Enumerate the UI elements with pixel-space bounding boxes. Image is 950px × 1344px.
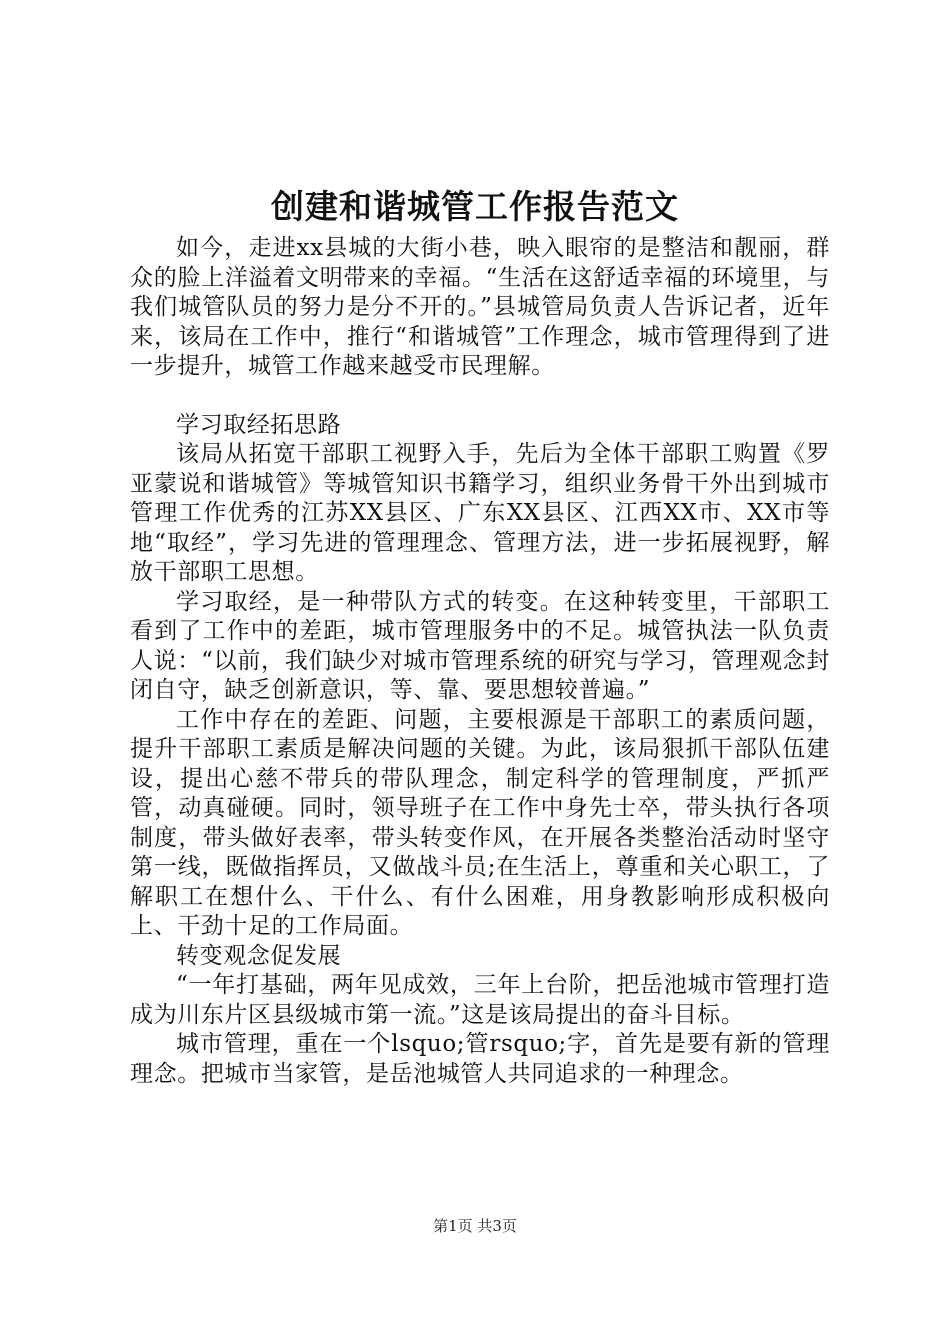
paragraph: 城市管理，重在一个lsquo;管rsquo;字，首先是要有新的管理理念。把城市当家管，是岳池城管人共同追求的一种理念。 (130, 1031, 830, 1087)
paragraph: “一年打基础，两年见成效，三年上台阶，把岳池城市管理打造成为川东片区县级城市第一流。”这是该局提出的奋斗目标。 (130, 972, 830, 1028)
document-title: 创建和谐城管工作报告范文 (271, 187, 679, 226)
document-body (130, 234, 830, 1089)
section-heading-learning: 学习取经拓思路 (176, 411, 342, 438)
paragraph: 该局从拓宽干部职工视野入手，先后为全体干部职工购置《罗亚蒙说和谐城管》等城管知识书籍学习，组织业务骨干外出到城市管理工作优秀的江苏XX县区、广东XX县区、江西XX市、XX市等地“取经”，学习先进的管理理念、管理方法，进一步拓展视野，解放干部职工思想。 (130, 441, 830, 585)
paragraph: 工作中存在的差距、问题，主要根源是干部职工的素质问题，提升干部职工素质是解决问题的关键。为此，该局狠抓干部队伍建设，提出心慈不带兵的带队理念，制定科学的管理制度，严抓严管，动真碰硬。同时，领导班子在工作中身先士卒，带头执行各项制度，带头做好表率，带头转变作风，在开展各类整治活动时坚守第一线，既做指挥员，又做战斗员;在生活上，尊重和关心职工，了解职工在想什么、干什么、有什么困难，用身教影响形成积极向上、干劲十足的工作局面。 (130, 706, 830, 939)
page-number-footer: 第1页 共3页 (433, 1217, 517, 1235)
paragraph-intro: 如今，走进xx县城的大街小巷，映入眼帘的是整洁和靓丽，群众的脸上洋溢着文明带来的幸福。“生活在这舒适幸福的环境里，与我们城管队员的努力是分不开的。”县城管局负责人告诉记者，近年来，该局在工作中，推行“和谐城管”工作理念，城市管理得到了进一步提升，城管工作越来越受市民理解。 (130, 235, 830, 379)
paragraph: 学习取经，是一种带队方式的转变。在这种转变里，干部职工看到了工作中的差距，城市管理服务中的不足。城管执法一队负责人说：“以前，我们缺少对城市管理系统的研究与学习，管理观念封闭自守，缺乏创新意识，等、靠、要思想较普遍。” (130, 588, 830, 703)
section-heading-concept: 转变观念促发展 (176, 942, 342, 969)
